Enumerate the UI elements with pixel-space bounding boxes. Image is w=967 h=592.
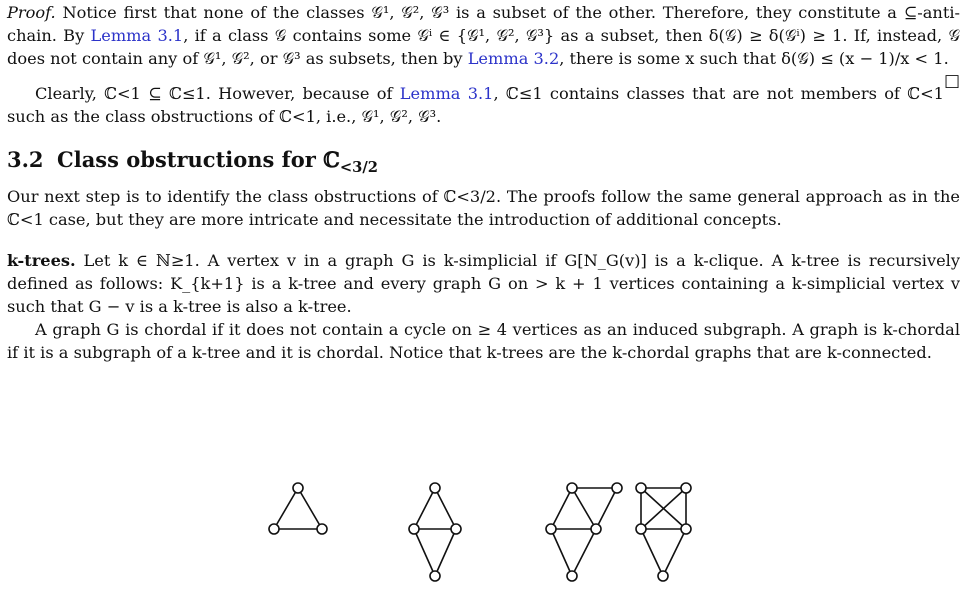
vertex bbox=[293, 483, 303, 493]
vertex bbox=[567, 483, 577, 493]
proof-paragraph bbox=[7, 1, 960, 91]
vertex bbox=[430, 483, 440, 493]
section-title: Class obstructions for ℂ bbox=[57, 147, 340, 172]
proof-text-3: , there is some x such that δ(𝒢) ≤ (x − 1)/x < 1. bbox=[559, 49, 949, 68]
section-title-subscript: <3/2 bbox=[339, 159, 378, 177]
lemma-3-2-link[interactable]: Lemma 3.2 bbox=[467, 49, 560, 68]
vertex bbox=[317, 524, 327, 534]
vertex bbox=[567, 571, 577, 581]
page-content bbox=[7, 1, 960, 364]
proof-text-2: , if a class 𝒢 contains some 𝒢ⁱ ∈ {𝒢¹, 𝒢², 𝒢³} as a subset, then δ(𝒢) ≥ δ(𝒢ⁱ) ≥ 1. If, instead, 𝒢 does not contain any of 𝒢¹, 𝒢², or 𝒢³ as subsets, then by bbox=[7, 26, 960, 68]
k-tree-figure bbox=[0, 476, 967, 588]
vertex bbox=[681, 483, 691, 493]
lemma-3-1-link-2[interactable]: Lemma 3.1 bbox=[399, 84, 494, 103]
vertex bbox=[612, 483, 622, 493]
qed-symbol: □ bbox=[943, 71, 960, 91]
vertex bbox=[636, 483, 646, 493]
ktrees-heading: k-trees. bbox=[7, 251, 76, 270]
lemma-3-1-link[interactable]: Lemma 3.1 bbox=[90, 26, 184, 45]
vertex bbox=[409, 524, 419, 534]
clearly-paragraph bbox=[7, 82, 960, 128]
clearly-text-2: , ℂ≤1 contains classes that are not members of ℂ<1 such as the class obstructions of ℂ<1, i.e., 𝒢¹, 𝒢², 𝒢³. bbox=[7, 84, 944, 126]
clearly-text-1: Clearly, ℂ<1 ⊆ ℂ≤1. However, because of bbox=[35, 84, 400, 103]
vertex bbox=[546, 524, 556, 534]
proof-label: Proof. bbox=[7, 3, 56, 22]
graph-triangle bbox=[274, 488, 322, 529]
ktrees-paragraph bbox=[7, 249, 960, 318]
vertex bbox=[430, 571, 440, 581]
ktrees-text: Let k ∈ ℕ≥1. A vertex v in a graph G is k-simplicial if G[N_G(v)] is a k-clique. A k-tree is recursively defined as follows: K_{k+1} is a k-tree and every graph G on > k + 1 vertices containing a k-simplicial vertex v such that G − v is a k-tree is also a k-tree. bbox=[7, 251, 960, 316]
vertex bbox=[658, 571, 668, 581]
vertex bbox=[451, 524, 461, 534]
vertex bbox=[591, 524, 601, 534]
graph-three-triangles bbox=[551, 488, 617, 576]
vertex bbox=[269, 524, 279, 534]
chordal-paragraph: A graph G is chordal if it does not contain a cycle on ≥ 4 vertices as an induced subgraph. A graph is k-chordal if it is a subgraph of a k-tree and it is chordal. Notice that k-trees are the k-chordal graphs that are k-connected. bbox=[7, 320, 960, 362]
graph-wheel bbox=[641, 488, 686, 576]
intro-paragraph: Our next step is to identify the class obstructions of ℂ<3/2. The proofs follow the same general approach as in the ℂ<1 case, but they are more intricate and necessitate the introduction of additional concepts. bbox=[7, 187, 960, 229]
section-heading bbox=[7, 146, 960, 177]
vertex bbox=[636, 524, 646, 534]
proof-text-1: Notice first that none of the classes 𝒢¹, 𝒢², 𝒢³ is a subset of the other. Therefore, they constitute a ⊆-anti-chain. By bbox=[7, 3, 960, 45]
vertex bbox=[681, 524, 691, 534]
section-number: 3.2 bbox=[7, 147, 44, 172]
graph-two-triangles bbox=[414, 488, 456, 576]
